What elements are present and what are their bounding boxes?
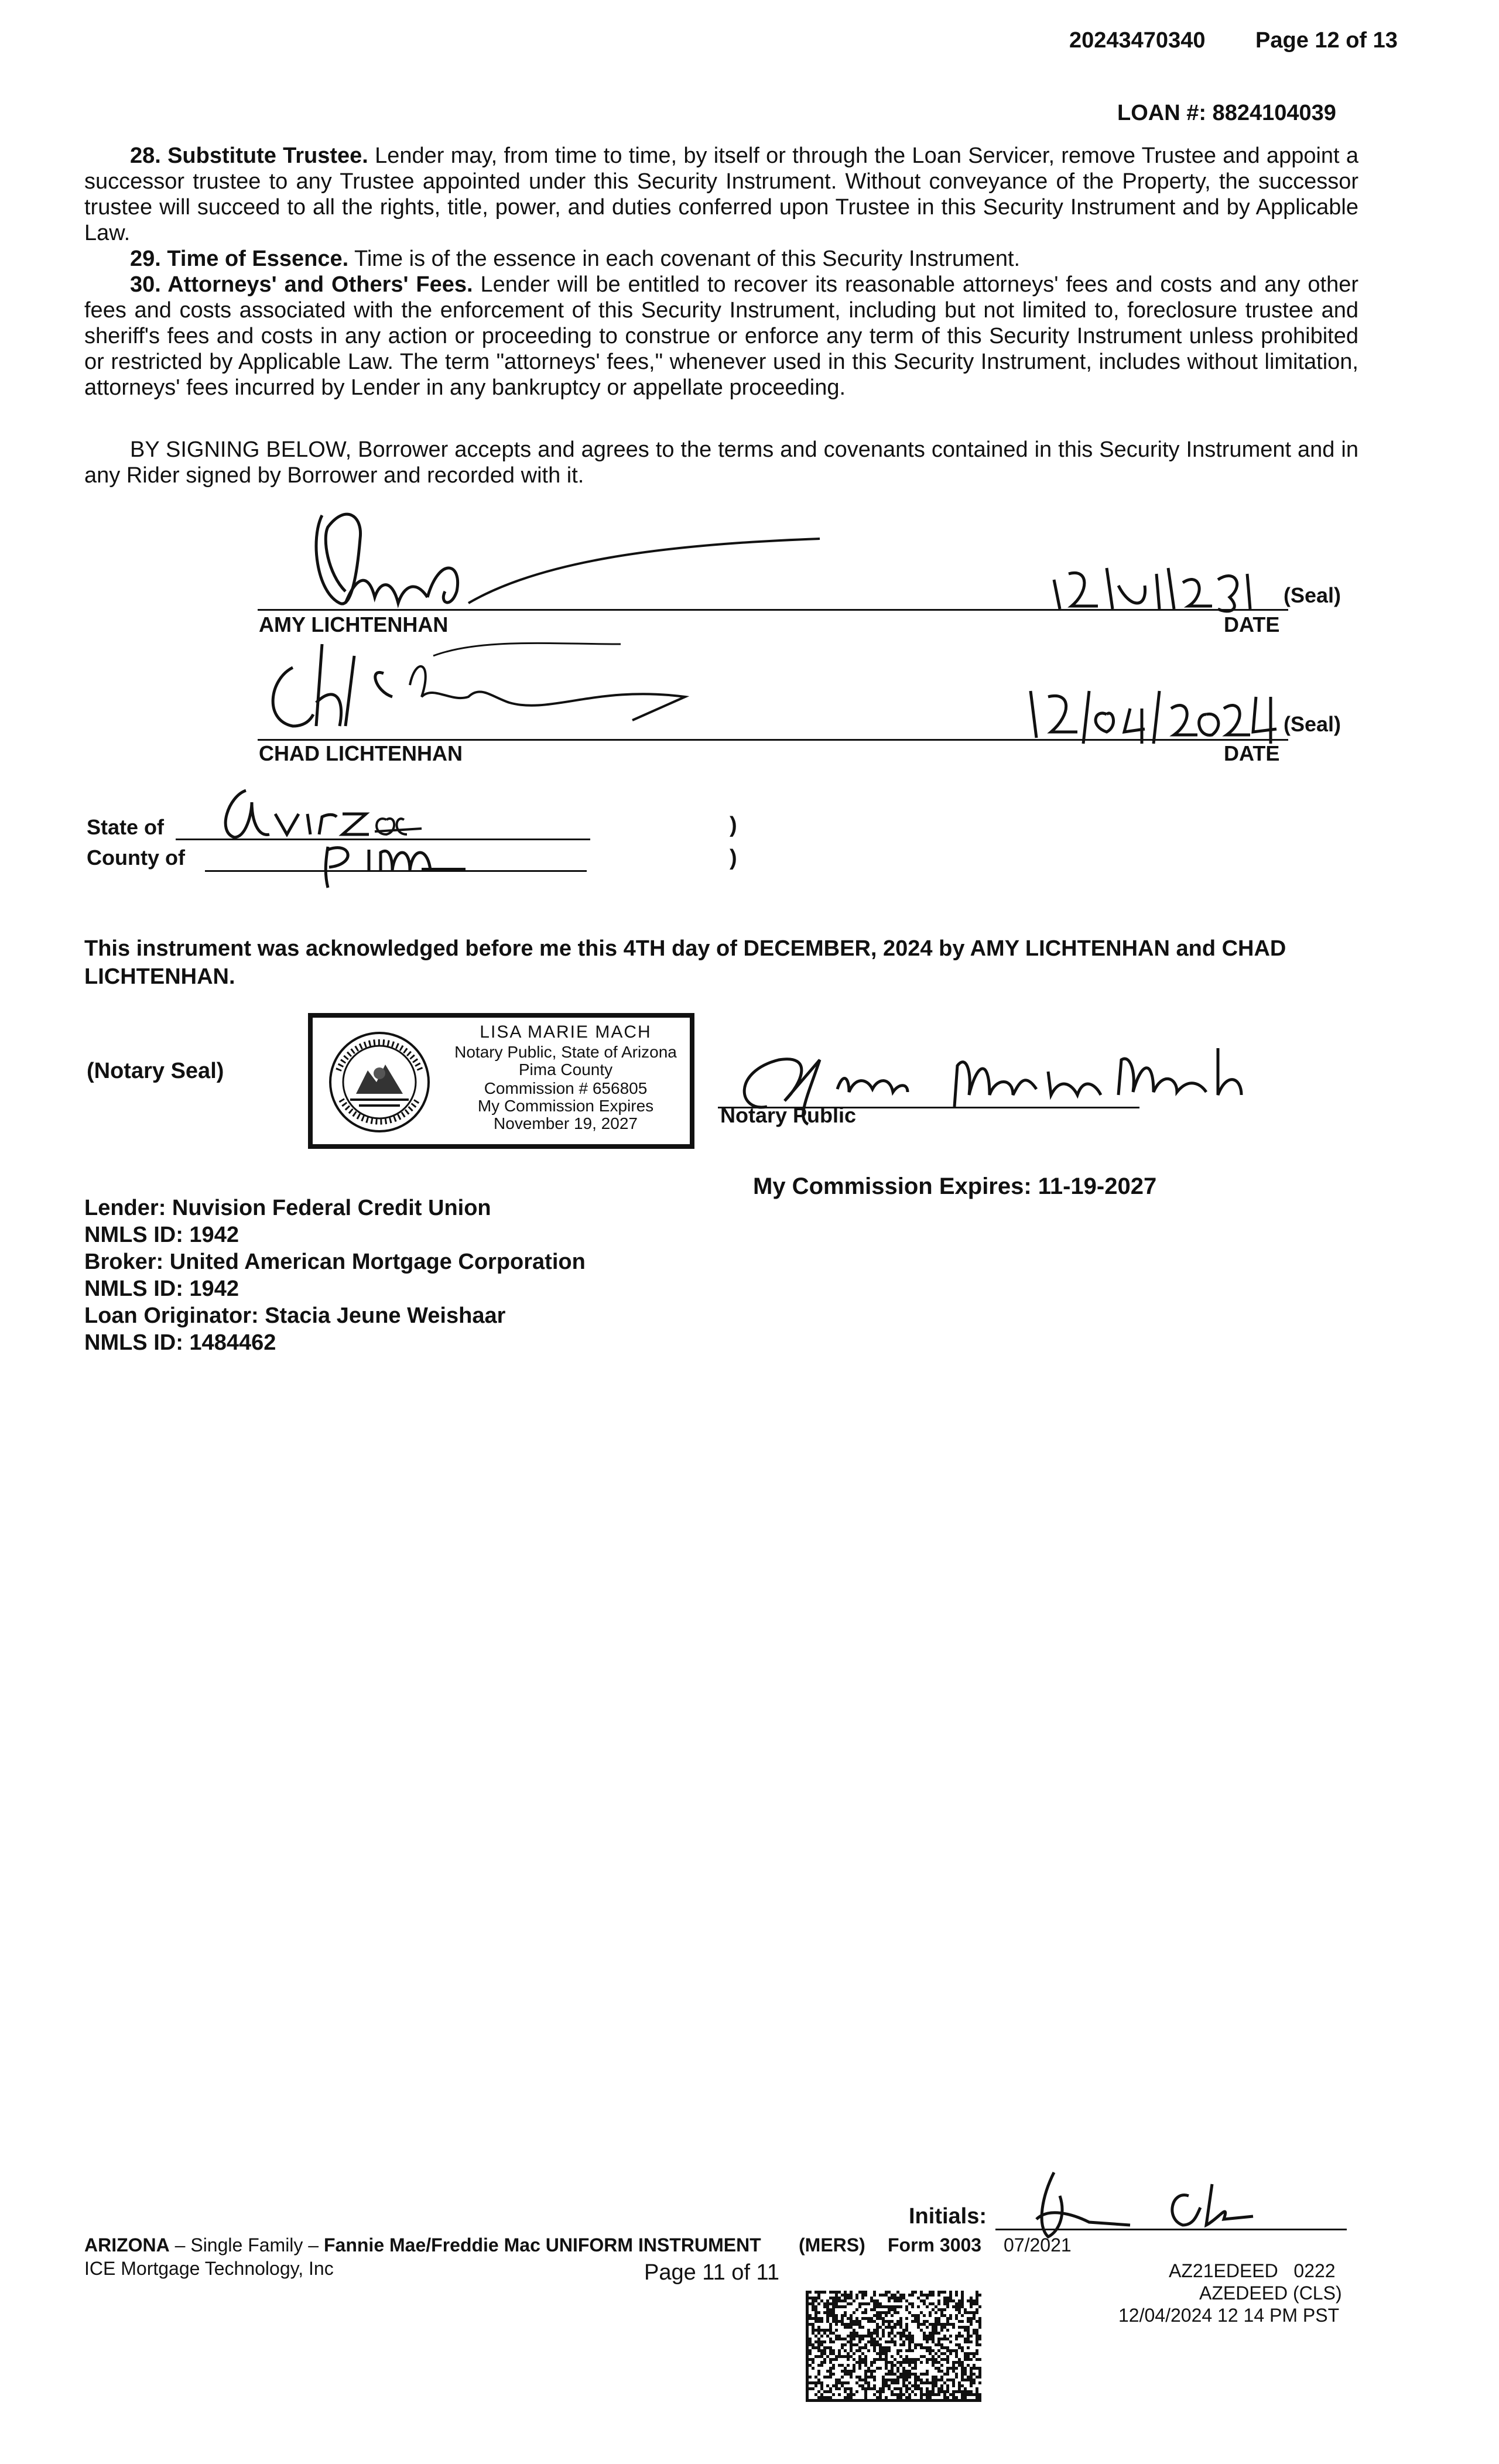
clause-28-heading: 28. Substitute Trustee. [130,143,368,168]
form-number: Form 3003 [888,2234,982,2256]
clause-30 [84,272,1358,401]
form-mers: (MERS) [799,2234,865,2256]
amy-date-handwritten [1042,550,1288,615]
form-date: 07/2021 [1004,2234,1072,2256]
clause-30-heading: 30. Attorneys' and Others' Fees. [130,272,473,297]
commission-expires: My Commission Expires: 11-19-2027 [753,1173,1157,1199]
form-state: ARIZONA [84,2234,170,2256]
stamp-line1: Notary Public, State of Arizona [454,1043,677,1061]
lender-line: Lender: Nuvision Federal Credit Union [84,1196,491,1220]
amy-date-label: DATE [1224,612,1280,636]
form-desc-1: – Single Family – [169,2234,324,2256]
initials-handwritten [995,2167,1300,2243]
loan-originator-line: Loan Originator: Stacia Jeune Weishaar [84,1303,506,1328]
stamp-name: LISA MARIE MACH [480,1022,652,1042]
chad-seal-label: (Seal) [1284,712,1341,736]
by-signing-paragraph [84,437,1358,488]
print-timestamp: 12/04/2024 12 14 PM PST [1118,2305,1340,2326]
broker-line: Broker: United American Mortgage Corporation [84,1250,586,1274]
broker-nmls-line: NMLS ID: 1942 [84,1277,239,1301]
by-signing-text: BY SIGNING BELOW, Borrower accepts and agrees to the terms and covenants contained in this Security Instrument and in any Rider signed by Borrower and recorded with it. [84,437,1358,488]
amy-signature [304,504,890,621]
amy-seal-label: (Seal) [1284,583,1341,607]
initials-label: Initials: [909,2204,987,2229]
clause-29-text: Time is of the essence in each covenant of this Security Instrument. [354,247,1021,271]
document-number: 20243470340 [1069,28,1206,53]
barcode-icon [806,2291,981,2402]
form-desc-2: Fannie Mae/Freddie Mac UNIFORM INSTRUMENT [323,2234,761,2256]
page-label: Page 12 of 13 [1255,28,1398,53]
chad-date-label: DATE [1224,741,1280,765]
county-label: County of [87,846,185,870]
state-paren: ) [730,813,737,837]
clause-28 [84,143,1358,246]
state-handwritten [211,779,422,843]
stamp-line5: November 19, 2027 [494,1114,638,1132]
clause-28-text: Lender may, from time to time, by itself or through the Loan Servicer, remove Trustee and appoint a successor trustee to any Trustee appointed under this Security Instrument. Without conveyance of the Property, the successor trustee will succeed to all the rights, title, power, and duties conferred upon Trustee in this Security Instrument and by Applicable Law. [84,143,1358,245]
clause-29-heading: 29. Time of Essence. [130,247,349,271]
loan-number: LOAN #: 8824104039 [1117,101,1336,125]
stamp-line2: Pima County [518,1060,613,1079]
amy-signature-line [258,609,1288,611]
chad-signature [258,632,726,732]
acknowledgment-text: This instrument was acknowledged before me this 4TH day of DECEMBER, 2024 by AMY LICHTENHAN and CHAD LICHTENHAN. [84,936,1286,989]
stamp-line3: Commission # 656805 [484,1079,648,1097]
clauses [84,143,1358,401]
clause-30-text: Lender will be entitled to recover its reasonable attorneys' fees and costs and any other fees and costs associated with the enforcement of this Security Instrument, including but not limited to, foreclosure trustee and sheriff's fees and costs in any action or proceeding to construe or enforce any term of this Security Instrument unless prohibited or restricted by Applicable Law. The term "attorneys' fees," whenever used in this Security Instrument, includes without limitation, attorneys' fees incurred by Lender in any bankruptcy or appellate proceeding. [84,272,1358,400]
chad-signature-line [258,739,1288,741]
vendor-name: ICE Mortgage Technology, Inc [84,2258,334,2279]
notary-public-label: Notary Public [720,1103,857,1127]
county-paren: ) [730,846,737,870]
county-handwritten [316,835,468,888]
chad-name: CHAD LICHTENHAN [259,741,463,765]
page-of: Page 11 of 11 [644,2260,780,2285]
loan-originator-nmls-line: NMLS ID: 1484462 [84,1330,276,1355]
form-code-1: AZ21EDEED 0222 [1169,2260,1336,2281]
stamp-line4: My Commission Expires [477,1097,654,1115]
lender-nmls-line: NMLS ID: 1942 [84,1223,239,1247]
form-code-2: AZEDEED (CLS) [1199,2282,1342,2304]
clause-29 [84,246,1358,272]
state-label: State of [87,815,165,839]
notary-seal-label: (Notary Seal) [87,1059,224,1083]
lender-info [84,1195,586,1356]
form-description [84,2234,761,2256]
arizona-state-seal-icon [327,1029,432,1135]
amy-name: AMY LICHTENHAN [259,612,449,636]
notary-stamp [308,1013,694,1149]
